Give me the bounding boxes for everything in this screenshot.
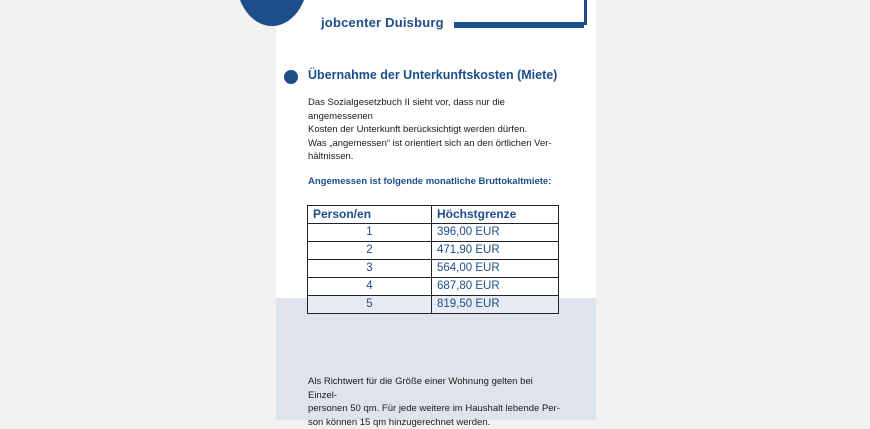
footer-line: son können 15 qm hinzugerechnet werden.: [308, 416, 560, 429]
table-row: [308, 224, 559, 242]
persons-cell: 1: [308, 224, 432, 242]
persons-cell: 5: [308, 296, 432, 314]
column-header-persons: Person/en: [308, 206, 432, 224]
intro-line: Das Sozialgesetzbuch II sieht vor, dass nur die angemessenen: [308, 96, 560, 123]
table-row: [308, 260, 559, 278]
persons-cell: 2: [308, 242, 432, 260]
rent-subheading: Angemessen ist folgende monatliche Bruttokaltmiete:: [308, 176, 551, 187]
footer-line: Als Richtwert für die Größe einer Wohnung gelten bei Einzel-: [308, 375, 560, 402]
limit-cell: 819,50 EUR: [432, 296, 559, 314]
column-header-limit: Höchstgrenze: [432, 206, 559, 224]
section-bullet-icon: [284, 70, 298, 84]
table-row: [308, 242, 559, 260]
footer-line: personen 50 qm. Für jede weitere im Haushalt lebende Per-: [308, 402, 560, 416]
limit-cell: 564,00 EUR: [432, 260, 559, 278]
corner-arc-decoration: [236, 0, 308, 26]
persons-cell: 4: [308, 278, 432, 296]
table-row: [308, 296, 559, 314]
rent-limit-table: [307, 205, 559, 314]
intro-line: hältnissen.: [308, 150, 560, 164]
table-row: [308, 278, 559, 296]
document-page: [276, 0, 596, 420]
intro-line: Was „angemessen“ ist orientiert sich an den örtlichen Ver-: [308, 137, 560, 151]
brand-title: jobcenter Duisburg: [321, 15, 444, 30]
intro-text: [308, 96, 560, 164]
header-bracket-decoration: [454, 0, 587, 25]
footer-text: [308, 375, 560, 429]
limit-cell: 471,90 EUR: [432, 242, 559, 260]
limit-cell: 396,00 EUR: [432, 224, 559, 242]
persons-cell: 3: [308, 260, 432, 278]
brand-rule: [454, 25, 584, 28]
intro-line: Kosten der Unterkunft berücksichtigt werden dürfen.: [308, 123, 560, 137]
section-title: Übernahme der Unterkunftskosten (Miete): [308, 68, 557, 82]
limit-cell: 687,80 EUR: [432, 278, 559, 296]
table-header-row: [308, 206, 559, 224]
